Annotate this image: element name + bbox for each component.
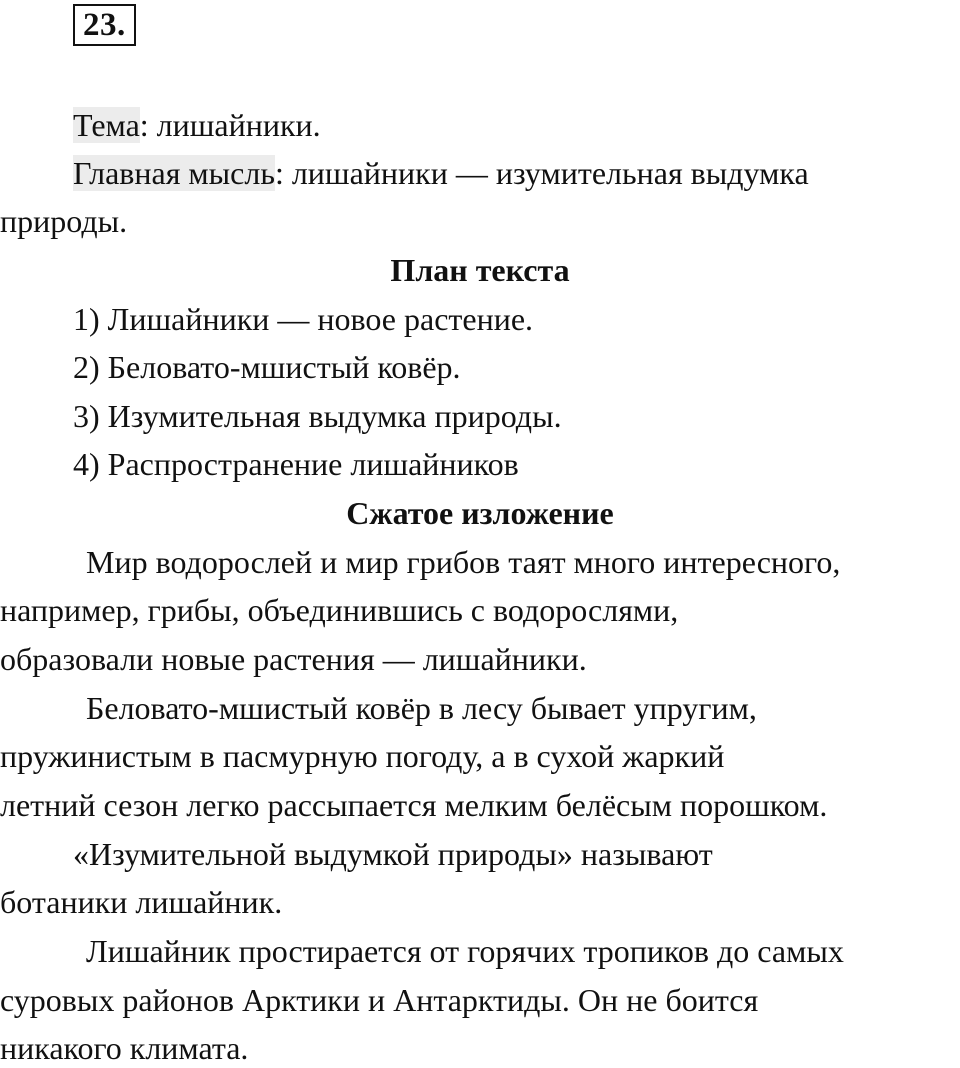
plan-item-4: 4) Распространение лишайников bbox=[73, 446, 519, 482]
summary-line: «Изумительной выдумкой природы» называют bbox=[73, 836, 713, 872]
summary-line: Беловато-мшистый ковёр в лесу бывает упругим, bbox=[86, 690, 757, 726]
summary-line: суровых районов Арктики и Антарктиды. Он не боится bbox=[0, 982, 759, 1018]
summary-line: Лишайник простирается от горячих тропиков до самых bbox=[86, 933, 844, 969]
summary-line: Мир водорослей и мир грибов таят много интересного, bbox=[86, 544, 841, 580]
plan-item-3: 3) Изумительная выдумка природы. bbox=[73, 398, 562, 434]
task-number-box: 23. bbox=[73, 4, 136, 46]
theme-value: : лишайники. bbox=[139, 107, 321, 143]
main-idea-label: Главная мысль bbox=[73, 155, 275, 191]
plan-item-2: 2) Беловато-мшистый ковёр. bbox=[73, 349, 461, 385]
main-idea-continuation: природы. bbox=[0, 203, 128, 239]
theme-label: Тема bbox=[73, 107, 140, 143]
plan-item-1: 1) Лишайники — новое растение. bbox=[73, 301, 534, 337]
plan-title: План текста bbox=[390, 252, 570, 288]
main-idea-value: : лишайники — изумительная выдумка bbox=[274, 155, 809, 191]
theme-line bbox=[73, 105, 321, 145]
summary-line: например, грибы, объединившись с водорослями, bbox=[0, 592, 679, 628]
summary-line: ботаники лишайник. bbox=[0, 884, 283, 920]
summary-line: летний сезон легко рассыпается мелким белёсым порошком. bbox=[0, 787, 828, 823]
summary-title: Сжатое изложение bbox=[346, 495, 614, 531]
main-idea-line bbox=[73, 153, 809, 193]
summary-line: никакого климата. bbox=[0, 1030, 249, 1066]
summary-line: пружинистым в пасмурную погоду, а в сухой жаркий bbox=[0, 738, 725, 774]
summary-line: образовали новые растения — лишайники. bbox=[0, 641, 587, 677]
